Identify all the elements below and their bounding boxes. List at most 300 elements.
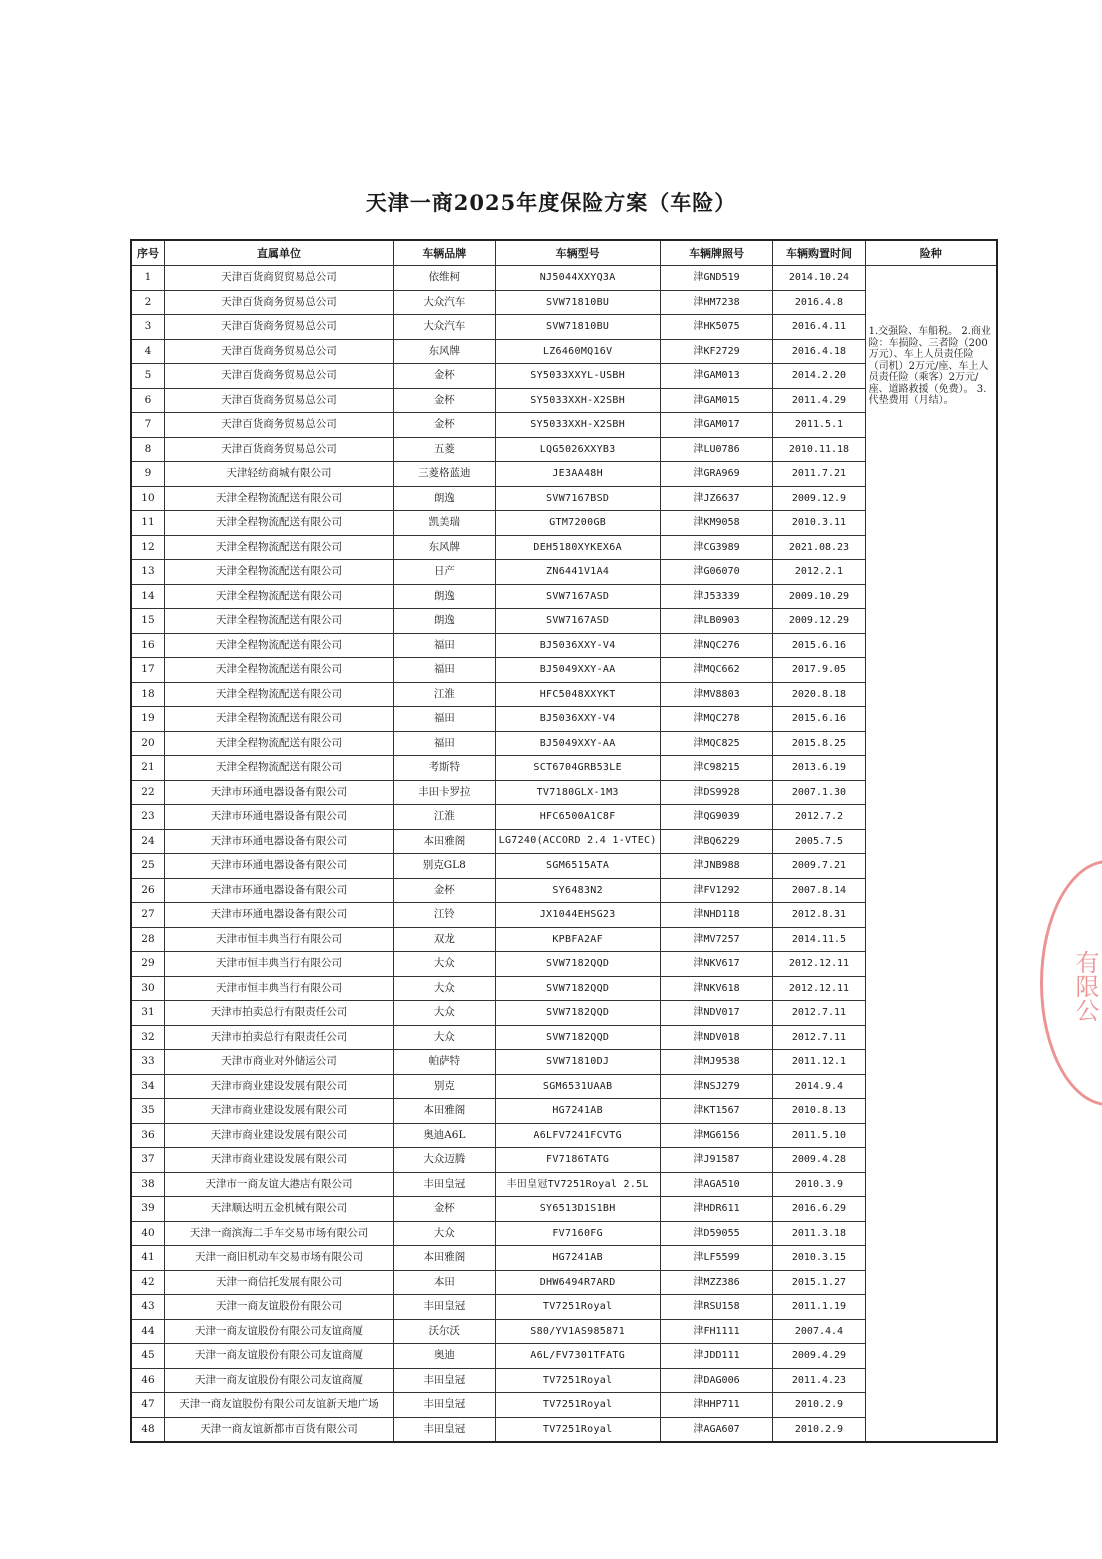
- cell-plate: 津BQ6229: [660, 829, 773, 854]
- cell-unit: 天津市商业对外储运公司: [164, 1050, 393, 1075]
- cell-model: TV7180GLX-1M3: [495, 780, 660, 805]
- cell-brand: 朗逸: [394, 609, 495, 634]
- cell-brand: 大众: [394, 1001, 495, 1026]
- cell-unit: 天津全程物流配送有限公司: [164, 535, 393, 560]
- cell-model: SVW7167BSD: [495, 486, 660, 511]
- cell-model: NJ5044XXYQ3A: [495, 266, 660, 291]
- header-plate: 车辆牌照号: [660, 240, 773, 266]
- cell-unit: 天津一商友谊股份有限公司: [164, 1295, 393, 1320]
- cell-date: 2017.9.05: [773, 658, 865, 683]
- cell-unit: 天津轻纺商城有限公司: [164, 462, 393, 487]
- cell-model: SCT6704GRB53LE: [495, 756, 660, 781]
- cell-brand: 大众: [394, 976, 495, 1001]
- cell-model: SGM6531UAAB: [495, 1074, 660, 1099]
- cell-model: JX1044EHSG23: [495, 903, 660, 928]
- cell-unit: 天津百货商务贸易总公司: [164, 388, 393, 413]
- cell-brand: 大众汽车: [394, 315, 495, 340]
- cell-no: 10: [131, 486, 164, 511]
- cell-no: 40: [131, 1221, 164, 1246]
- cell-model: SVW7182QQD: [495, 1001, 660, 1026]
- cell-unit: 天津市环通电器设备有限公司: [164, 903, 393, 928]
- table-body: [131, 266, 997, 1443]
- cell-no: 32: [131, 1025, 164, 1050]
- cell-no: 47: [131, 1393, 164, 1418]
- cell-plate: 津G06070: [660, 560, 773, 585]
- cell-model: SY5033XXYL-USBH: [495, 364, 660, 389]
- cell-brand: 朗逸: [394, 584, 495, 609]
- cell-unit: 天津百货商务贸易总公司: [164, 315, 393, 340]
- cell-plate: 津MV7257: [660, 927, 773, 952]
- cell-unit: 天津一商友谊新都市百货有限公司: [164, 1417, 393, 1442]
- header-unit: 直属单位: [164, 240, 393, 266]
- cell-date: 2009.4.28: [773, 1148, 865, 1173]
- cell-brand: 大众: [394, 1221, 495, 1246]
- cell-brand: 丰田卡罗拉: [394, 780, 495, 805]
- header-brand: 车辆品牌: [394, 240, 495, 266]
- cell-plate: 津MV8803: [660, 682, 773, 707]
- cell-model: HG7241AB: [495, 1246, 660, 1271]
- cell-unit: 天津全程物流配送有限公司: [164, 609, 393, 634]
- cell-no: 43: [131, 1295, 164, 1320]
- header-coverage: 险种: [865, 240, 997, 266]
- cell-no: 35: [131, 1099, 164, 1124]
- cell-no: 18: [131, 682, 164, 707]
- cell-no: 38: [131, 1172, 164, 1197]
- cell-model: SY5033XXH-X2SBH: [495, 388, 660, 413]
- cell-date: 2021.08.23: [773, 535, 865, 560]
- cell-brand: 朗逸: [394, 486, 495, 511]
- cell-date: 2010.3.15: [773, 1246, 865, 1271]
- cell-plate: 津JDD111: [660, 1344, 773, 1369]
- cell-no: 7: [131, 413, 164, 438]
- cell-unit: 天津市环通电器设备有限公司: [164, 854, 393, 879]
- cell-model: SY6513D1S1BH: [495, 1197, 660, 1222]
- table-row: [131, 266, 997, 291]
- cell-plate: 津NHD118: [660, 903, 773, 928]
- cell-plate: 津KF2729: [660, 339, 773, 364]
- cell-date: 2010.3.9: [773, 1172, 865, 1197]
- cell-brand: 丰田皇冠: [394, 1295, 495, 1320]
- cell-date: 2020.8.18: [773, 682, 865, 707]
- cell-brand: 双龙: [394, 927, 495, 952]
- cell-no: 15: [131, 609, 164, 634]
- cell-no: 4: [131, 339, 164, 364]
- cell-brand: 本田: [394, 1270, 495, 1295]
- cell-model: HG7241AB: [495, 1099, 660, 1124]
- cell-date: 2012.8.31: [773, 903, 865, 928]
- cell-date: 2005.7.5: [773, 829, 865, 854]
- cell-date: 2016.4.8: [773, 290, 865, 315]
- cell-model: TV7251Royal: [495, 1417, 660, 1442]
- cell-unit: 天津全程物流配送有限公司: [164, 560, 393, 585]
- cell-date: 2007.1.30: [773, 780, 865, 805]
- cell-plate: 津NKV618: [660, 976, 773, 1001]
- cell-model: DHW6494R7ARD: [495, 1270, 660, 1295]
- cell-brand: 金杯: [394, 364, 495, 389]
- cell-no: 23: [131, 805, 164, 830]
- cell-brand: 沃尔沃: [394, 1319, 495, 1344]
- cell-plate: 津JZ6637: [660, 486, 773, 511]
- cell-no: 25: [131, 854, 164, 879]
- cell-unit: 天津全程物流配送有限公司: [164, 731, 393, 756]
- cell-brand: 大众汽车: [394, 290, 495, 315]
- cell-brand: 本田雅阁: [394, 829, 495, 854]
- cell-plate: 津NDV018: [660, 1025, 773, 1050]
- cell-date: 2011.4.29: [773, 388, 865, 413]
- cell-plate: 津NSJ279: [660, 1074, 773, 1099]
- cell-unit: 天津市商业建设发展有限公司: [164, 1148, 393, 1173]
- cell-model: SVW7167ASD: [495, 609, 660, 634]
- cell-brand: 别克GL8: [394, 854, 495, 879]
- cell-brand: 三菱格蓝迪: [394, 462, 495, 487]
- cell-no: 41: [131, 1246, 164, 1271]
- cell-date: 2007.4.4: [773, 1319, 865, 1344]
- cell-no: 45: [131, 1344, 164, 1369]
- cell-plate: 津C98215: [660, 756, 773, 781]
- cell-no: 29: [131, 952, 164, 977]
- cell-brand: 福田: [394, 633, 495, 658]
- cell-model: BJ5049XXY-AA: [495, 658, 660, 683]
- document-title: 天津一商2025年度保险方案（车险）: [365, 190, 737, 215]
- cell-unit: 天津全程物流配送有限公司: [164, 756, 393, 781]
- cell-model: TV7251Royal: [495, 1368, 660, 1393]
- cell-unit: 天津全程物流配送有限公司: [164, 584, 393, 609]
- cell-date: 2015.6.16: [773, 707, 865, 732]
- cell-model: TV7251Royal: [495, 1393, 660, 1418]
- cell-unit: 天津百货商务贸易总公司: [164, 290, 393, 315]
- cell-brand: 五菱: [394, 437, 495, 462]
- cell-model: A6L/FV7301TFATG: [495, 1344, 660, 1369]
- cell-date: 2011.5.10: [773, 1123, 865, 1148]
- cell-brand: 大众迈腾: [394, 1148, 495, 1173]
- cell-date: 2016.4.18: [773, 339, 865, 364]
- cell-plate: 津KM9058: [660, 511, 773, 536]
- cell-no: 2: [131, 290, 164, 315]
- cell-date: 2014.10.24: [773, 266, 865, 291]
- cell-plate: 津GAM015: [660, 388, 773, 413]
- cell-unit: 天津全程物流配送有限公司: [164, 707, 393, 732]
- cell-plate: 津HHP711: [660, 1393, 773, 1418]
- cell-plate: 津CG3989: [660, 535, 773, 560]
- header-no: 序号: [131, 240, 164, 266]
- cell-plate: 津DS9928: [660, 780, 773, 805]
- cell-no: 37: [131, 1148, 164, 1173]
- cell-no: 26: [131, 878, 164, 903]
- cell-unit: 天津全程物流配送有限公司: [164, 633, 393, 658]
- cell-date: 2014.11.5: [773, 927, 865, 952]
- cell-plate: 津GND519: [660, 266, 773, 291]
- cell-date: 2014.2.20: [773, 364, 865, 389]
- cell-unit: 天津市恒丰典当行有限公司: [164, 976, 393, 1001]
- cell-brand: 丰田皇冠: [394, 1368, 495, 1393]
- cell-model: ZN6441V1A4: [495, 560, 660, 585]
- cell-unit: 天津一商信托发展有限公司: [164, 1270, 393, 1295]
- cell-date: 2009.12.29: [773, 609, 865, 634]
- cell-date: 2012.12.11: [773, 952, 865, 977]
- cell-unit: 天津市环通电器设备有限公司: [164, 805, 393, 830]
- cell-plate: 津QG9039: [660, 805, 773, 830]
- cell-no: 36: [131, 1123, 164, 1148]
- cell-plate: 津MQC825: [660, 731, 773, 756]
- cell-unit: 天津一商旧机动车交易市场有限公司: [164, 1246, 393, 1271]
- cell-no: 6: [131, 388, 164, 413]
- cell-date: 2011.4.23: [773, 1368, 865, 1393]
- cell-plate: 津MZZ386: [660, 1270, 773, 1295]
- cell-unit: 天津市恒丰典当行有限公司: [164, 927, 393, 952]
- cell-model: SVW7167ASD: [495, 584, 660, 609]
- cell-brand: 东风牌: [394, 339, 495, 364]
- cell-unit: 天津市环通电器设备有限公司: [164, 780, 393, 805]
- cell-brand: 江铃: [394, 903, 495, 928]
- cell-no: 9: [131, 462, 164, 487]
- cell-plate: 津RSU158: [660, 1295, 773, 1320]
- cell-date: 2012.12.11: [773, 976, 865, 1001]
- cell-model: BJ5036XXY-V4: [495, 707, 660, 732]
- cell-plate: 津LB0903: [660, 609, 773, 634]
- cell-date: 2016.6.29: [773, 1197, 865, 1222]
- cell-model: SY6483N2: [495, 878, 660, 903]
- cell-no: 44: [131, 1319, 164, 1344]
- cell-unit: 天津一商友谊股份有限公司友谊商厦: [164, 1344, 393, 1369]
- cell-unit: 天津一商滨海二手车交易市场有限公司: [164, 1221, 393, 1246]
- cell-no: 42: [131, 1270, 164, 1295]
- cell-date: 2009.4.29: [773, 1344, 865, 1369]
- cell-no: 48: [131, 1417, 164, 1442]
- cell-model: 丰田皇冠TV7251Royal 2.5L: [495, 1172, 660, 1197]
- cell-plate: 津GRA969: [660, 462, 773, 487]
- cell-plate: 津AGA607: [660, 1417, 773, 1442]
- cell-date: 2011.7.21: [773, 462, 865, 487]
- cell-brand: 奥迪: [394, 1344, 495, 1369]
- cell-unit: 天津百货商务贸易总公司: [164, 437, 393, 462]
- cell-model: LG7240(ACCORD 2.4 1-VTEC): [495, 829, 660, 854]
- cell-brand: 大众: [394, 1025, 495, 1050]
- cell-date: 2010.2.9: [773, 1417, 865, 1442]
- cell-brand: 福田: [394, 731, 495, 756]
- cell-date: 2009.10.29: [773, 584, 865, 609]
- company-seal-text: 有限公: [1071, 950, 1099, 1022]
- cell-unit: 天津市一商友谊大港店有限公司: [164, 1172, 393, 1197]
- cell-date: 2010.2.9: [773, 1393, 865, 1418]
- cell-plate: 津NKV617: [660, 952, 773, 977]
- cell-brand: 大众: [394, 952, 495, 977]
- cell-date: 2015.6.16: [773, 633, 865, 658]
- cell-unit: 天津全程物流配送有限公司: [164, 658, 393, 683]
- cell-no: 1: [131, 266, 164, 291]
- cell-brand: 福田: [394, 707, 495, 732]
- cell-model: HFC5048XXYKT: [495, 682, 660, 707]
- cell-unit: 天津百货商贸贸易总公司: [164, 266, 393, 291]
- cell-date: 2010.8.13: [773, 1099, 865, 1124]
- cell-date: 2012.7.11: [773, 1001, 865, 1026]
- cell-no: 22: [131, 780, 164, 805]
- cell-unit: 天津百货商务贸易总公司: [164, 413, 393, 438]
- cell-date: 2011.3.18: [773, 1221, 865, 1246]
- cell-unit: 天津一商友谊股份有限公司友谊新天地广场: [164, 1393, 393, 1418]
- cell-plate: 津NQC276: [660, 633, 773, 658]
- cell-date: 2013.6.19: [773, 756, 865, 781]
- cell-brand: 依维柯: [394, 266, 495, 291]
- cell-brand: 奥迪A6L: [394, 1123, 495, 1148]
- cell-model: SY5033XXH-X2SBH: [495, 413, 660, 438]
- cell-unit: 天津市拍卖总行有限责任公司: [164, 1001, 393, 1026]
- cell-date: 2014.9.4: [773, 1074, 865, 1099]
- cell-plate: 津J53339: [660, 584, 773, 609]
- cell-model: SVW7182QQD: [495, 1025, 660, 1050]
- cell-brand: 江淮: [394, 682, 495, 707]
- cell-date: 2009.7.21: [773, 854, 865, 879]
- cell-unit: 天津顺达明五金机械有限公司: [164, 1197, 393, 1222]
- cell-model: JE3AA48H: [495, 462, 660, 487]
- cell-brand: 福田: [394, 658, 495, 683]
- cell-no: 14: [131, 584, 164, 609]
- cell-brand: 帕萨特: [394, 1050, 495, 1075]
- cell-plate: 津D59055: [660, 1221, 773, 1246]
- cell-no: 31: [131, 1001, 164, 1026]
- cell-no: 11: [131, 511, 164, 536]
- cell-plate: 津GAM013: [660, 364, 773, 389]
- cell-plate: 津MQC278: [660, 707, 773, 732]
- cell-plate: 津AGA510: [660, 1172, 773, 1197]
- cell-plate: 津HDR611: [660, 1197, 773, 1222]
- cell-model: KPBFA2AF: [495, 927, 660, 952]
- cell-date: 2012.7.11: [773, 1025, 865, 1050]
- cell-model: BJ5036XXY-V4: [495, 633, 660, 658]
- cell-no: 17: [131, 658, 164, 683]
- cell-unit: 天津全程物流配送有限公司: [164, 511, 393, 536]
- cell-plate: 津KT1567: [660, 1099, 773, 1124]
- cell-plate: 津MQC662: [660, 658, 773, 683]
- cell-no: 27: [131, 903, 164, 928]
- cell-coverage: 1.交强险、车船税。 2.商业险：车损险、三者险（200万元）、车上人员责任险（司机）2万元/座、车上人员责任险（乘客）2万元/座、道路救援（免费）。 3.代垫费用（月结）。: [865, 266, 997, 1443]
- cell-brand: 金杯: [394, 388, 495, 413]
- cell-model: SVW71810BU: [495, 290, 660, 315]
- cell-brand: 金杯: [394, 413, 495, 438]
- cell-no: 46: [131, 1368, 164, 1393]
- header-date: 车辆购置时间: [773, 240, 865, 266]
- cell-no: 28: [131, 927, 164, 952]
- cell-model: S80/YV1AS985871: [495, 1319, 660, 1344]
- cell-unit: 天津市环通电器设备有限公司: [164, 829, 393, 854]
- cell-unit: 天津市恒丰典当行有限公司: [164, 952, 393, 977]
- cell-brand: 丰田皇冠: [394, 1172, 495, 1197]
- cell-plate: 津J91587: [660, 1148, 773, 1173]
- cell-brand: 东风牌: [394, 535, 495, 560]
- cell-plate: 津HK5075: [660, 315, 773, 340]
- cell-model: LQG5026XXYB3: [495, 437, 660, 462]
- cell-unit: 天津市商业建设发展有限公司: [164, 1099, 393, 1124]
- cell-no: 5: [131, 364, 164, 389]
- cell-brand: 日产: [394, 560, 495, 585]
- cell-model: SVW71810DJ: [495, 1050, 660, 1075]
- cell-no: 8: [131, 437, 164, 462]
- cell-model: SVW71810BU: [495, 315, 660, 340]
- cell-model: LZ6460MQ16V: [495, 339, 660, 364]
- cell-brand: 丰田皇冠: [394, 1393, 495, 1418]
- cell-no: 19: [131, 707, 164, 732]
- cell-date: 2011.5.1: [773, 413, 865, 438]
- cell-date: 2011.12.1: [773, 1050, 865, 1075]
- cell-date: 2015.1.27: [773, 1270, 865, 1295]
- cell-plate: 津LU0786: [660, 437, 773, 462]
- cell-model: SGM6515ATA: [495, 854, 660, 879]
- cell-brand: 金杯: [394, 878, 495, 903]
- cell-date: 2010.3.11: [773, 511, 865, 536]
- cell-model: DEH5180XYKEX6A: [495, 535, 660, 560]
- cell-no: 12: [131, 535, 164, 560]
- cell-plate: 津NDV017: [660, 1001, 773, 1026]
- cell-unit: 天津全程物流配送有限公司: [164, 682, 393, 707]
- cell-no: 16: [131, 633, 164, 658]
- cell-brand: 凯美瑞: [394, 511, 495, 536]
- cell-date: 2007.8.14: [773, 878, 865, 903]
- cell-model: A6LFV7241FCVTG: [495, 1123, 660, 1148]
- cell-model: GTM7200GB: [495, 511, 660, 536]
- cell-model: FV7186TATG: [495, 1148, 660, 1173]
- cell-model: HFC6500A1C8F: [495, 805, 660, 830]
- cell-plate: 津HM7238: [660, 290, 773, 315]
- cell-brand: 金杯: [394, 1197, 495, 1222]
- cell-unit: 天津一商友谊股份有限公司友谊商厦: [164, 1319, 393, 1344]
- cell-date: 2016.4.11: [773, 315, 865, 340]
- cell-unit: 天津市拍卖总行有限责任公司: [164, 1025, 393, 1050]
- cell-no: 3: [131, 315, 164, 340]
- table-header-row: [131, 240, 997, 266]
- cell-brand: 考斯特: [394, 756, 495, 781]
- cell-model: SVW7182QQD: [495, 952, 660, 977]
- cell-model: BJ5049XXY-AA: [495, 731, 660, 756]
- cell-brand: 本田雅阁: [394, 1099, 495, 1124]
- cell-date: 2012.7.2: [773, 805, 865, 830]
- cell-plate: 津JNB988: [660, 854, 773, 879]
- cell-brand: 本田雅阁: [394, 1246, 495, 1271]
- cell-model: TV7251Royal: [495, 1295, 660, 1320]
- cell-no: 30: [131, 976, 164, 1001]
- cell-model: SVW7182QQD: [495, 976, 660, 1001]
- cell-model: FV7160FG: [495, 1221, 660, 1246]
- cell-unit: 天津市商业建设发展有限公司: [164, 1074, 393, 1099]
- cell-no: 13: [131, 560, 164, 585]
- cell-brand: 别克: [394, 1074, 495, 1099]
- cell-brand: 丰田皇冠: [394, 1417, 495, 1442]
- header-model: 车辆型号: [495, 240, 660, 266]
- cell-unit: 天津市环通电器设备有限公司: [164, 878, 393, 903]
- cell-plate: 津LF5599: [660, 1246, 773, 1271]
- cell-plate: 津DAG006: [660, 1368, 773, 1393]
- cell-date: 2011.1.19: [773, 1295, 865, 1320]
- cell-unit: 天津全程物流配送有限公司: [164, 486, 393, 511]
- cell-unit: 天津百货商务贸易总公司: [164, 339, 393, 364]
- cell-no: 21: [131, 756, 164, 781]
- insurance-table: [130, 239, 998, 1443]
- cell-no: 39: [131, 1197, 164, 1222]
- cell-unit: 天津市商业建设发展有限公司: [164, 1123, 393, 1148]
- cell-no: 20: [131, 731, 164, 756]
- cell-plate: 津FH1111: [660, 1319, 773, 1344]
- cell-unit: 天津一商友谊股份有限公司友谊商厦: [164, 1368, 393, 1393]
- cell-no: 24: [131, 829, 164, 854]
- cell-plate: 津MJ9538: [660, 1050, 773, 1075]
- cell-plate: 津MG6156: [660, 1123, 773, 1148]
- cell-brand: 江淮: [394, 805, 495, 830]
- cell-date: 2012.2.1: [773, 560, 865, 585]
- cell-plate: 津GAM017: [660, 413, 773, 438]
- cell-no: 33: [131, 1050, 164, 1075]
- cell-date: 2009.12.9: [773, 486, 865, 511]
- cell-plate: 津FV1292: [660, 878, 773, 903]
- cell-no: 34: [131, 1074, 164, 1099]
- cell-date: 2015.8.25: [773, 731, 865, 756]
